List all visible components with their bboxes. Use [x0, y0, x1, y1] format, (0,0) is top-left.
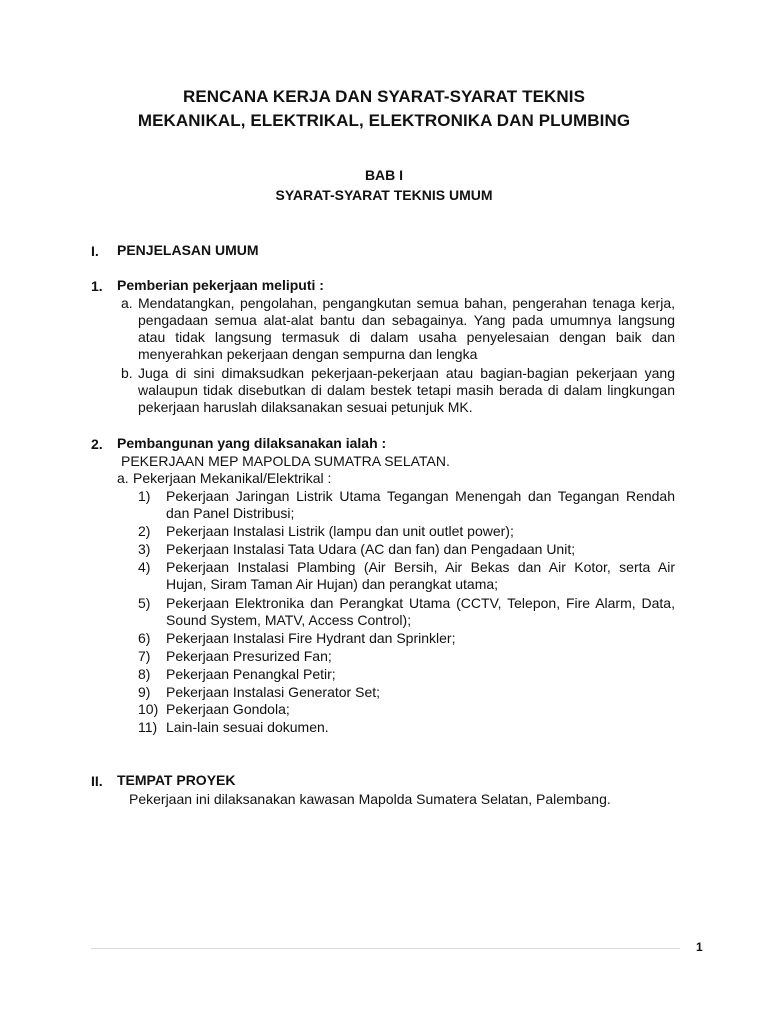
list-item-6-number: 6): [138, 630, 151, 646]
list-item-5-line-1: Pekerjaan Elektronika dan Perangkat Utama (CCTV, Telepon, Fire Alarm, Data,: [166, 595, 675, 611]
footer-divider: [91, 948, 680, 949]
item-1-b-label: b.: [121, 365, 133, 381]
list-item-4-number: 4): [138, 559, 151, 575]
section-2-title: TEMPAT PROYEK: [117, 772, 236, 788]
item-1-a-line-4: menyerahkan pekerjaan dengan sempurna dan lengka: [138, 346, 478, 362]
item-1-title: Pemberian pekerjaan meliputi :: [117, 277, 324, 293]
document-title-line-1: RENCANA KERJA DAN SYARAT-SYARAT TEKNIS: [182, 87, 586, 106]
section-1-number: I.: [91, 243, 99, 259]
list-item-7-line-1: Pekerjaan Presurized Fan;: [166, 648, 332, 664]
list-item-5-number: 5): [138, 595, 151, 611]
item-2-a-label: a.: [117, 470, 129, 486]
item-1-b-line-2: walaupun tidak disebutkan di dalam bestek tetapi masih berada di dalam lingkungan: [138, 382, 675, 398]
item-1-a-line-3: atau tidak langsung termasuk di dalam usaha penyelesaian dengan baik dan: [138, 329, 675, 345]
page-number: 1: [696, 940, 703, 954]
list-item-2-line-1: Pekerjaan Instalasi Listrik (lampu dan unit outlet power);: [166, 523, 514, 539]
item-2-project: PEKERJAAN MEP MAPOLDA SUMATRA SELATAN.: [121, 453, 450, 469]
list-item-1-number: 1): [138, 488, 151, 504]
list-item-10-number: 10): [138, 701, 159, 717]
list-item-1-line-1: Pekerjaan Jaringan Listrik Utama Tegangan Menengah dan Tegangan Rendah: [166, 488, 675, 504]
list-item-9-line-1: Pekerjaan Instalasi Generator Set;: [166, 684, 381, 700]
list-item-5-line-2: Sound System, MATV, Access Control);: [166, 612, 412, 628]
section-2-number: II.: [91, 773, 103, 789]
list-item-8-number: 8): [138, 666, 151, 682]
list-item-8-line-1: Pekerjaan Penangkal Petir;: [166, 666, 336, 682]
list-item-3-line-1: Pekerjaan Instalasi Tata Udara (AC dan fan) dan Pengadaan Unit;: [166, 541, 576, 557]
section-1-title: PENJELASAN UMUM: [117, 242, 259, 258]
list-item-9-number: 9): [138, 684, 151, 700]
list-item-11-line-1: Lain-lain sesuai dokumen.: [166, 719, 329, 735]
item-1-a-line-2: pengadaan semua alat-alat bantu dan sebagainya. Yang pada umumnya langsung: [138, 312, 675, 328]
item-2-a-text: Pekerjaan Mekanikal/Elektrikal :: [133, 470, 332, 486]
item-2-title: Pembangunan yang dilaksanakan ialah :: [117, 435, 387, 451]
list-item-7-number: 7): [138, 648, 151, 664]
list-item-1-line-2: dan Panel Distribusi;: [166, 505, 295, 521]
list-item-3-number: 3): [138, 541, 151, 557]
item-1-a-label: a.: [121, 295, 133, 311]
section-2-text: Pekerjaan ini dilaksanakan kawasan Mapolda Sumatera Selatan, Palembang.: [129, 791, 611, 807]
list-item-2-number: 2): [138, 523, 151, 539]
list-item-10-line-1: Pekerjaan Gondola;: [166, 701, 290, 717]
document-title-line-2: MEKANIKAL, ELEKTRIKAL, ELEKTRONIKA DAN PLUMBING: [137, 111, 631, 130]
item-1-b-line-3: pekerjaan haruslah dilaksanakan sesuai petunjuk MK.: [138, 399, 473, 415]
list-item-4-line-2: Hujan, Siram Taman Air Hujan) dan perangkat utama;: [166, 576, 499, 592]
item-1-a-line-1: Mendatangkan, pengolahan, pengangkutan semua bahan, pengerahan tenaga kerja,: [138, 295, 675, 311]
list-item-4-line-1: Pekerjaan Instalasi Plambing (Air Bersih, Air Bekas dan Air Kotor, serta Air: [166, 559, 675, 575]
list-item-6-line-1: Pekerjaan Instalasi Fire Hydrant dan Sprinkler;: [166, 630, 456, 646]
chapter-title: SYARAT-SYARAT TEKNIS UMUM: [275, 187, 493, 203]
item-1-number: 1.: [91, 278, 103, 294]
item-2-number: 2.: [91, 436, 103, 452]
list-item-11-number: 11): [138, 719, 158, 735]
item-1-b-line-1: Juga di sini dimaksudkan pekerjaan-pekerjaan atau bagian-bagian pekerjaan yang: [138, 365, 675, 381]
chapter-label: BAB I: [364, 167, 404, 183]
